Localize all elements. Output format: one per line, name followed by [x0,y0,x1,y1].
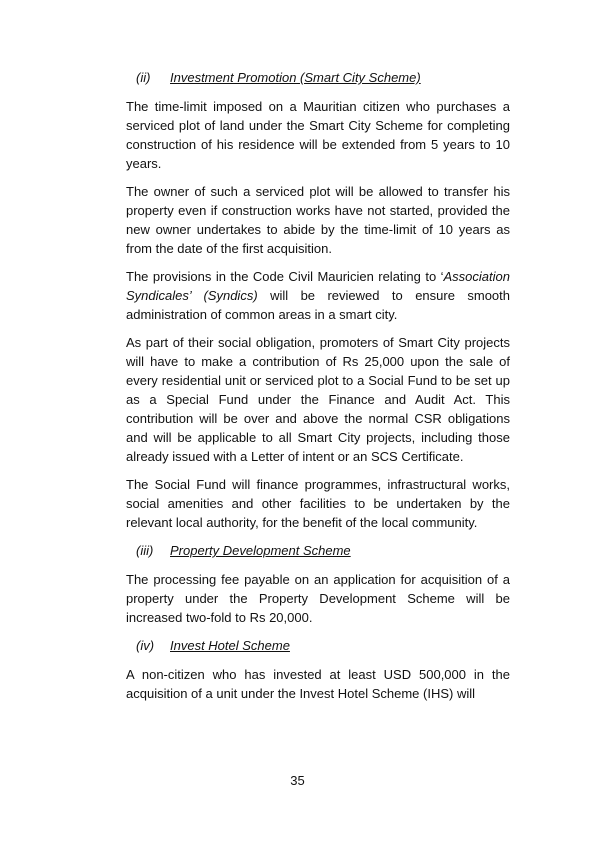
section-number: (iii) [136,543,154,558]
section-heading-iii [126,541,510,560]
section-heading-iv [126,636,510,655]
syndics-text-italic: Association Syndicales’ (Syndics) [126,269,510,303]
section-heading-ii [126,68,510,87]
section-title: Investment Promotion (Smart City Scheme) [170,70,421,85]
paragraph-processing-fee: The processing fee payable on an application for acquisition of a property under the Property Development Scheme will be increased two-fold to Rs 20,000. [126,572,510,625]
page-number: 35 [290,773,305,788]
section-number: (iv) [136,638,155,653]
paragraph-invest-hotel: A non-citizen who has invested at least USD 500,000 in the acquisition of a unit under the Invest Hotel Scheme (IHS) will [126,667,510,701]
section-title: Invest Hotel Scheme [170,638,290,653]
syndics-text-before: The provisions in the Code Civil Mauricien relating to ‘ [126,269,444,284]
paragraph-transfer: The owner of such a serviced plot will be allowed to transfer his property even if construction works have not started, provided the new owner undertakes to abide by the time-limit of 10 years as from the date of the first acquisition. [126,184,510,256]
paragraph-syndics [126,267,510,324]
paragraph-social-fund: The Social Fund will finance programmes, infrastructural works, social amenities and other facilities to be undertaken by the relevant local authority, for the benefit of the local community. [126,477,510,530]
paragraph-social-obligation: As part of their social obligation, promoters of Smart City projects will have to make a contribution of Rs 25,000 upon the sale of every residential unit or serviced plot to a Social Fund to be set up as a Special Fund under the Finance and Audit Act. This contribution will be over and above the normal CSR obligations and will be applicable to all Smart City projects, including those already issued with a Letter of intent or an SCS Certificate. [126,335,510,464]
syndics-text-after: will be reviewed to ensure smooth administration of common areas in a smart city. [126,288,511,322]
paragraph-time-limit: The time-limit imposed on a Mauritian citizen who purchases a serviced plot of land under the Smart City Scheme for completing construction of his residence will be extended from 5 years to 10 years. [126,99,510,171]
page-content [126,68,510,712]
section-title: Property Development Scheme [170,543,351,558]
section-number: (ii) [136,70,151,85]
